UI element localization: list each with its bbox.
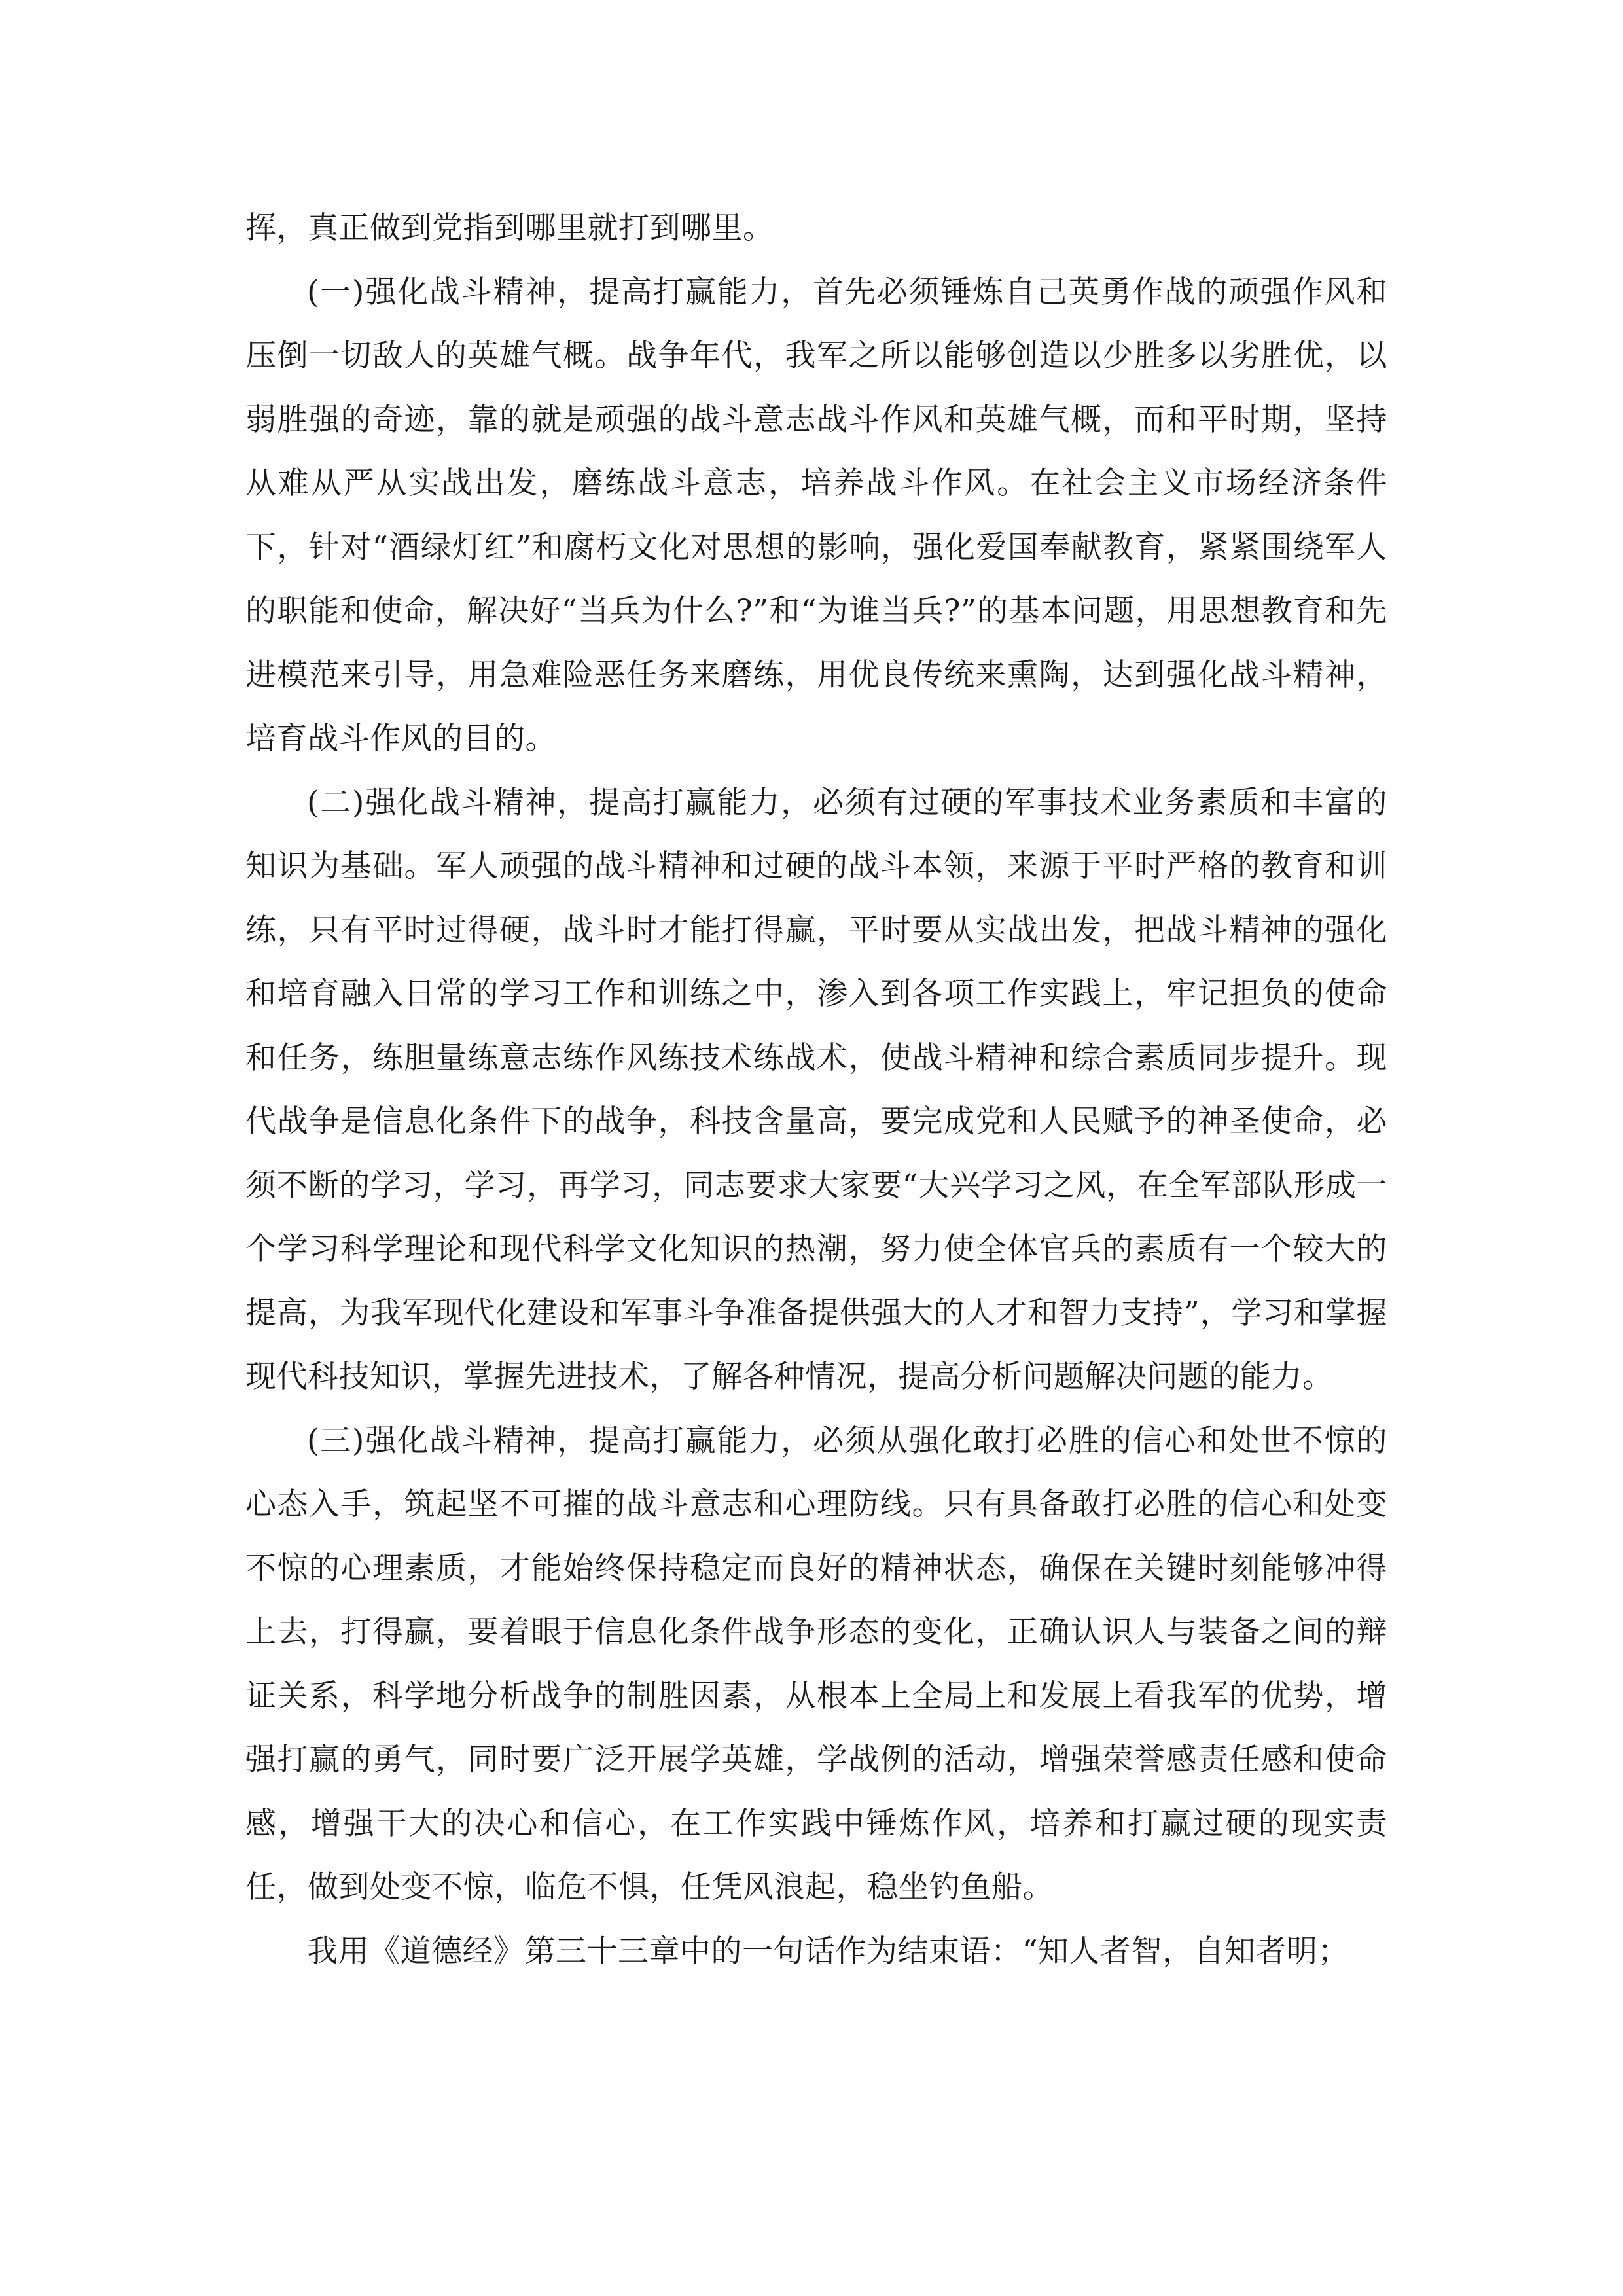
- paragraph-point-one: (一)强化战斗精神，提高打赢能力，首先必须锤炼自己英勇作战的顽强作风和压倒一切敌人的英雄气概。战争年代，我军之所以能够创造以少胜多以劣胜优，以弱胜强的奇迹，靠的就是顽强的战斗意志战斗作风和英雄气概，而和平时期，坚持从难从严从实战出发，磨练战斗意志，培养战斗作风。在社会主义市场经济条件下，针对“酒绿灯红”和腐朽文化对思想的影响，强化爱国奉献教育，紧紧围绕军人的职能和使命，解决好“当兵为什么?”和“为谁当兵?”的基本问题，用思想教育和先进模范来引导，用急难险恶任务来磨练，用优良传统来熏陶，达到强化战斗精神，培育战斗作风的目的。: [245, 274, 1387, 757]
- document-body: [245, 196, 1387, 1983]
- paragraph-point-three: (三)强化战斗精神，提高打赢能力，必须从强化敢打必胜的信心和处世不惊的心态入手，筑起坚不可摧的战斗意志和心理防线。只有具备敢打必胜的信心和处变不惊的心理素质，才能始终保持稳定而良好的精神状态，确保在关键时刻能够冲得上去，打得赢，要着眼于信息化条件战争形态的变化，正确认识人与装备之间的辩证关系，科学地分析战争的制胜因素，从根本上全局上和发展上看我军的优势，增强打赢的勇气，同时要广泛开展学英雄，学战例的活动，增强荣誉感责任感和使命感，增强干大的决心和信心，在工作实践中锤炼作风，培养和打赢过硬的现实责任，做到处变不惊，临危不惧，任凭风浪起，稳坐钓鱼船。: [245, 1422, 1387, 1905]
- paragraph-continued: 挥，真正做到党指到哪里就打到哪里。: [245, 210, 774, 246]
- paragraph-point-two: (二)强化战斗精神，提高打赢能力，必须有过硬的军事技术业务素质和丰富的知识为基础。军人顽强的战斗精神和过硬的战斗本领，来源于平时严格的教育和训练，只有平时过得硬，战斗时才能打得赢，平时要从实战出发，把战斗精神的强化和培育融入日常的学习工作和训练之中，渗入到各项工作实践上，牢记担负的使命和任务，练胆量练意志练作风练技术练战术，使战斗精神和综合素质同步提升。现代战争是信息化条件下的战争，科技含量高，要完成党和人民赋予的神圣使命，必须不断的学习，学习，再学习，同志要求大家要“大兴学习之风，在全军部队形成一个学习科学理论和现代科学文化知识的热潮，努力使全体官兵的素质有一个较大的提高，为我军现代化建设和军事斗争准备提供强大的人才和智力支持”，学习和掌握现代科技知识，掌握先进技术，了解各种情况，提高分析问题解决问题的能力。: [245, 784, 1387, 1395]
- paragraph-closing: 我用《道德经》第三十三章中的一句话作为结束语：“知人者智，自知者明；: [307, 1933, 1349, 1969]
